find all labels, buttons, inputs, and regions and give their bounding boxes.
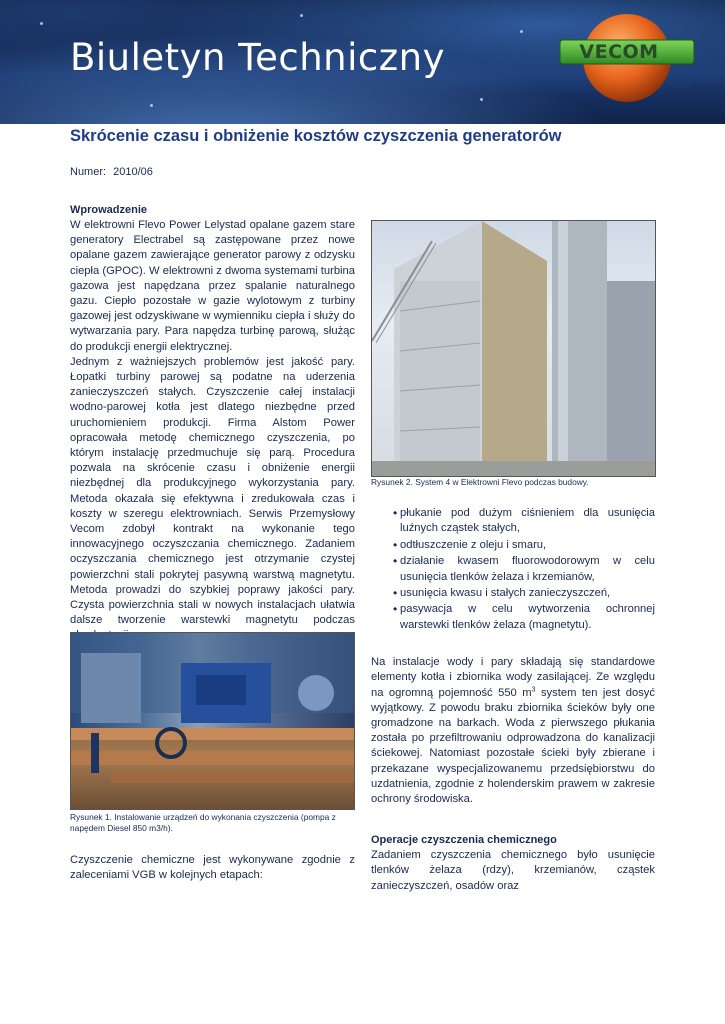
operations-paragraph: Zadaniem czyszczenia chemicznego było usunięcie tlenków żelaza (rdzy), krzemianów, cząstek zanieczyszczeń, osadów oraz <box>371 849 655 892</box>
figure-2-photo <box>371 220 656 477</box>
steps-intro-paragraph: Czyszczenie chemiczne jest wykonywane zgodnie z zaleceniami VGB w kolejnych etapach: <box>70 854 355 882</box>
banner-sparkle <box>520 30 523 33</box>
figure-1-caption: Rysunek 1. Instalowanie urządzeń do wykonania czyszczenia (pompa z napędem Diesel 850 m3/h). <box>70 812 336 833</box>
list-item: • usunięcia kwasu i stałych zanieczyszczeń, <box>371 586 655 601</box>
cubic-superscript: 3 <box>531 685 536 693</box>
left-column <box>70 203 355 644</box>
header-banner <box>0 0 725 124</box>
intro-paragraph-1: W elektrowni Flevo Power Lelystad opalane gazem stare generatory Electrabel są zastępowane przez nowe opalane gazem zawierające generator parowy z odzysku ciepła (GPOC). W elektrowni z dwoma systemami turbina gazowa jest napędzana przez spalanie naturalnego gazu. Ciepło pozostałe w gazie wylotowym z turbiny gazowej jest odzyskiwane w wymienniku ciepła i służy do wytwarzania pary. Para napędza turbinę parową, służąc do produkcji energii elektrycznej. <box>70 219 355 353</box>
right-column <box>371 506 655 894</box>
pump-scene-illustration <box>71 633 354 809</box>
issue-value: 2010/06 <box>113 166 153 178</box>
installation-text-end: system ten jest dosyć wyjątkowy. Z powodu braku zbiornika ścieków były one gromadzone na barkach. Woda z pierwszego płukania została po przefiltrowaniu odprowadzona do kanalizacji ściekowej. Natomiast pozostałe ścieki były zbierane i przekazane wyspecjalizowanemu przedsiębiorstwu do uzdatnienia, zgodnie z holenderskim prawem w zakresie ochrony środowiska. <box>371 686 655 806</box>
issue-number <box>70 166 153 178</box>
list-item: • płukanie pod dużym ciśnieniem dla usunięcia luźnych cząstek stałych, <box>371 506 655 537</box>
cleaning-steps-list <box>371 506 655 633</box>
figure-1-photo <box>70 632 355 810</box>
banner-sparkle <box>480 98 483 101</box>
list-item: • działanie kwasem fluorowodorowym w celu usunięcia tlenków żelaza i krzemianów, <box>371 554 655 585</box>
list-item: • odtłuszczenie z oleju i smaru, <box>371 538 655 553</box>
intro-heading: Wprowadzenie <box>70 204 148 216</box>
issue-label: Numer: <box>70 166 107 178</box>
vecom-logo-text: VECOM <box>579 41 659 63</box>
intro-paragraph-2: Jednym z ważniejszych problemów jest jakość pary. Łopatki turbiny parowej są podatne na uderzenia zanieczyszczeń stałych. Czyszczenie całej instalacji wodno-parowej kotła jest dlatego niezbędne przed uruchomieniem produkcji. Firma Alstom Power opracowała metodę chemicznego czyszczenia, po którym instalację przedmuchuje się parą. Procedura pozwala na skrócenie czasu i obniżenie energii niezbędnej dla produkcyjnego wykorzystania pary. Metoda okazała się efektywna i zredukowała czas i koszty w szeregu elektrowniach. Serwis Przemysłowy Vecom zdobył kontrakt na wykonanie tego innowacyjnego oczyszczania chemicznego. Zadaniem oczyszczania chemicznego jest otrzymanie czystej powierzchni stali pokrytej pasywną warstwą magnetytu. Metoda prowadzi do szybkiej poprawy jakości pary. Czysta powierzchnia stali w nowych instalacjach ułatwia dalsze tworzenie warstewki magnetytu podczas <box>70 355 355 627</box>
list-item: • pasywacja w celu wytworzenia ochronnej warstewki tlenków żelaza (magnetytu). <box>371 602 655 633</box>
installation-paragraph <box>371 655 655 807</box>
banner-sparkle <box>40 22 43 25</box>
figure-2-caption: Rysunek 2. System 4 w Elektrowni Flevo podczas budowy. <box>371 477 589 487</box>
bulletin-title: Biuletyn Techniczny <box>70 36 445 79</box>
banner-sparkle <box>300 14 303 17</box>
operations-heading: Operacje czyszczenia chemicznego <box>371 834 557 847</box>
power-plant-illustration <box>372 221 655 476</box>
installation-text-start: Na instalacje wody i pary składają się standardowe elementy kotła i zbiornika wody zasilającej. Ze względu na ogromną pojemność 550 m <box>371 656 655 699</box>
article-headline: Skrócenie czasu i obniżenie kosztów czyszczenia generatorów <box>70 127 562 145</box>
banner-sparkle <box>150 104 153 107</box>
